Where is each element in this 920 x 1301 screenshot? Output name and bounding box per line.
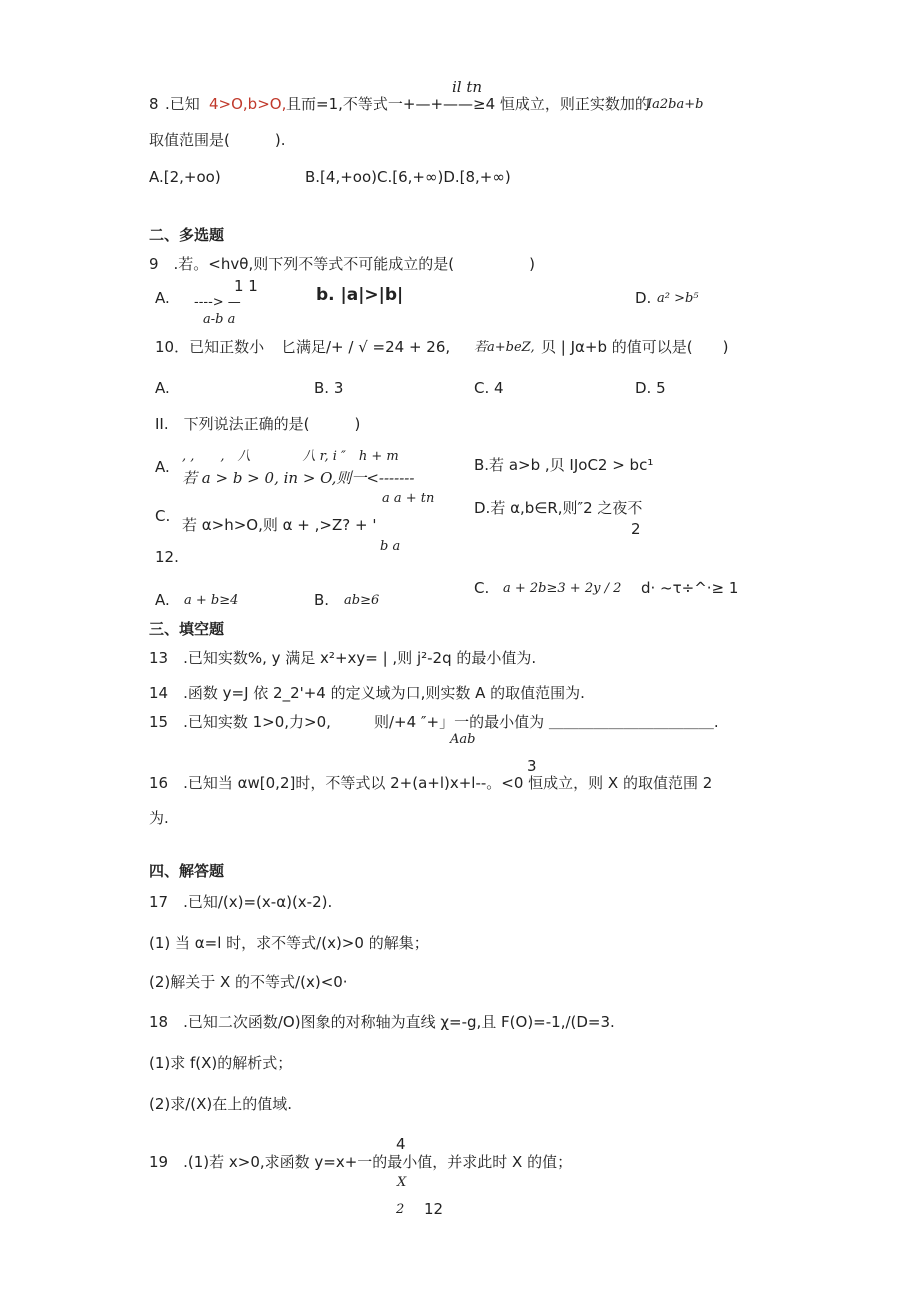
q8-option-a: A.[2,+oo) bbox=[149, 168, 221, 186]
q11-option-d-bottom: 2 bbox=[631, 520, 641, 538]
q9-option-b: b. |a|>|b| bbox=[316, 285, 404, 305]
q9-stem: 9 .若。<hvθ,则下列不等式不可能成立的是( ) bbox=[149, 255, 535, 273]
q12-option-c-tail: d· ~τ÷^·≥ 1 bbox=[641, 579, 739, 597]
q9-option-d-math: a² >b⁵ bbox=[657, 291, 699, 306]
section-fill-in: 三、填空题 bbox=[149, 620, 225, 638]
q19-below: X bbox=[397, 1175, 407, 1190]
q16-superscript: 3 bbox=[527, 757, 537, 775]
q8-number: 8 bbox=[149, 95, 159, 113]
q16-line1: 16 .已知当 αw[0,2]时，不等式以 2+(a+l)x+l--。<0 恒成立，则 X 的取值范围 2 bbox=[149, 774, 713, 792]
q11-option-c-bottom: b a bbox=[380, 539, 401, 554]
q18-part2: (2)求/(X)在上的值域. bbox=[149, 1095, 293, 1113]
q14-text: 14 .函数 y=J 依 2_2'+4 的定义域为口,则实数 A 的取值范围为. bbox=[149, 684, 585, 702]
q8-options-bcd: B.[4,+oo)C.[6,+∞)D.[8,+∞) bbox=[305, 168, 511, 186]
q19-superscript: 4 bbox=[396, 1135, 406, 1153]
q17-stem: 17 .已知/(x)=(x-α)(x-2). bbox=[149, 893, 333, 911]
q15-prefix: 15 .已知实数 1>0,力>0, bbox=[149, 713, 331, 731]
q12-option-c-label: C. bbox=[474, 579, 490, 597]
q15-post: 则/+4 ″+」一的最小值为 ＿＿＿＿＿＿＿＿＿＿＿. bbox=[374, 713, 719, 731]
q12-option-a-math: a + b≥4 bbox=[184, 593, 239, 608]
q19-bottom-italic: 2 bbox=[396, 1202, 405, 1217]
q15-bottom: Aab bbox=[450, 732, 476, 747]
q11-option-a-label: A. bbox=[155, 458, 170, 476]
q12-option-a-label: A. bbox=[155, 591, 170, 609]
q10-tail-italic: 若a+beZ, bbox=[474, 340, 535, 355]
q12-option-c-math: a + 2b≥3 + 2y / 2 bbox=[503, 581, 622, 596]
q11-option-c-label: C. bbox=[155, 507, 171, 525]
q11-option-a-main: 若 a > b > 0, in > O,则一<------- bbox=[182, 469, 415, 487]
q10-option-c: C. 4 bbox=[474, 379, 504, 397]
q9-option-d-label: D. bbox=[635, 289, 652, 307]
q10-stem: 10．已知正数小 bbox=[155, 338, 265, 356]
q10-tail: 贝 | Jα+b 的值可以是( ) bbox=[541, 338, 729, 356]
q9-option-a-bottom: a-b a bbox=[203, 312, 236, 327]
q9-option-a-top: 1 1 bbox=[234, 277, 258, 295]
q10-option-a: A. bbox=[155, 379, 170, 397]
q11-option-b: B.若 a>b ,贝 IJoC2 > bc¹ bbox=[474, 456, 654, 474]
q8-body: 且而=1,不等式一+—+——≥4 恒成立，则正实数加的 bbox=[286, 95, 650, 113]
q12-option-b-math: ab≥6 bbox=[344, 593, 380, 608]
q18-stem: 18 .已知二次函数/O)图象的对称轴为直线 χ=-g,且 F(O)=-1,/(D=3. bbox=[149, 1013, 615, 1031]
q8-condition: 4>O,b>O, bbox=[209, 95, 287, 113]
q12-number: 12. bbox=[155, 548, 179, 566]
q8-line2: 取值范围是( ). bbox=[149, 131, 286, 149]
q8-superscript: il tn bbox=[452, 78, 483, 96]
q11-option-d: D.若 α,b∈R,则″2 之夜不 bbox=[474, 499, 643, 517]
q13-text: 13 .已知实数%, y 满足 x²+xy= | ,则 j²-2q 的最小值为. bbox=[149, 649, 537, 667]
section-multiple-choice: 二、多选题 bbox=[149, 226, 225, 244]
q17-part2: (2)解关于 X 的不等式/(x)<0· bbox=[149, 973, 348, 991]
q10-option-b: B. 3 bbox=[314, 379, 344, 397]
q10-mid: 匕满足/+ / √ =24 + 26, bbox=[281, 338, 451, 356]
q9-option-a-mid: ----> — bbox=[194, 295, 241, 310]
q11-option-a-top: , , , 八 八 r, i ″ h + m bbox=[182, 449, 399, 464]
q18-part1: (1)求 f(X)的解析式； bbox=[149, 1054, 293, 1072]
q16-line2: 为. bbox=[149, 809, 169, 827]
q19-bottom: 12 bbox=[424, 1200, 444, 1218]
q11-option-c-main: 若 α>h>O,则 α + ,>Z? + ' bbox=[182, 516, 377, 534]
q11-option-a-bottom: a a + tn bbox=[382, 491, 435, 506]
q9-option-a-label: A. bbox=[155, 289, 170, 307]
q8-prefix: .已知 bbox=[165, 95, 200, 113]
section-solutions: 四、解答题 bbox=[149, 862, 225, 880]
q12-option-b-label: B. bbox=[314, 591, 330, 609]
q8-tail: Ia2ba+b bbox=[647, 97, 704, 112]
q11-stem: II. 下列说法正确的是( ) bbox=[155, 415, 361, 433]
q10-option-d: D. 5 bbox=[635, 379, 666, 397]
q17-part1: (1) 当 α=l 时，求不等式/(x)>0 的解集； bbox=[149, 934, 429, 952]
q19-stem: 19 .(1)若 x>0,求函数 y=x+一的最小值，并求此时 X 的值； bbox=[149, 1153, 573, 1171]
